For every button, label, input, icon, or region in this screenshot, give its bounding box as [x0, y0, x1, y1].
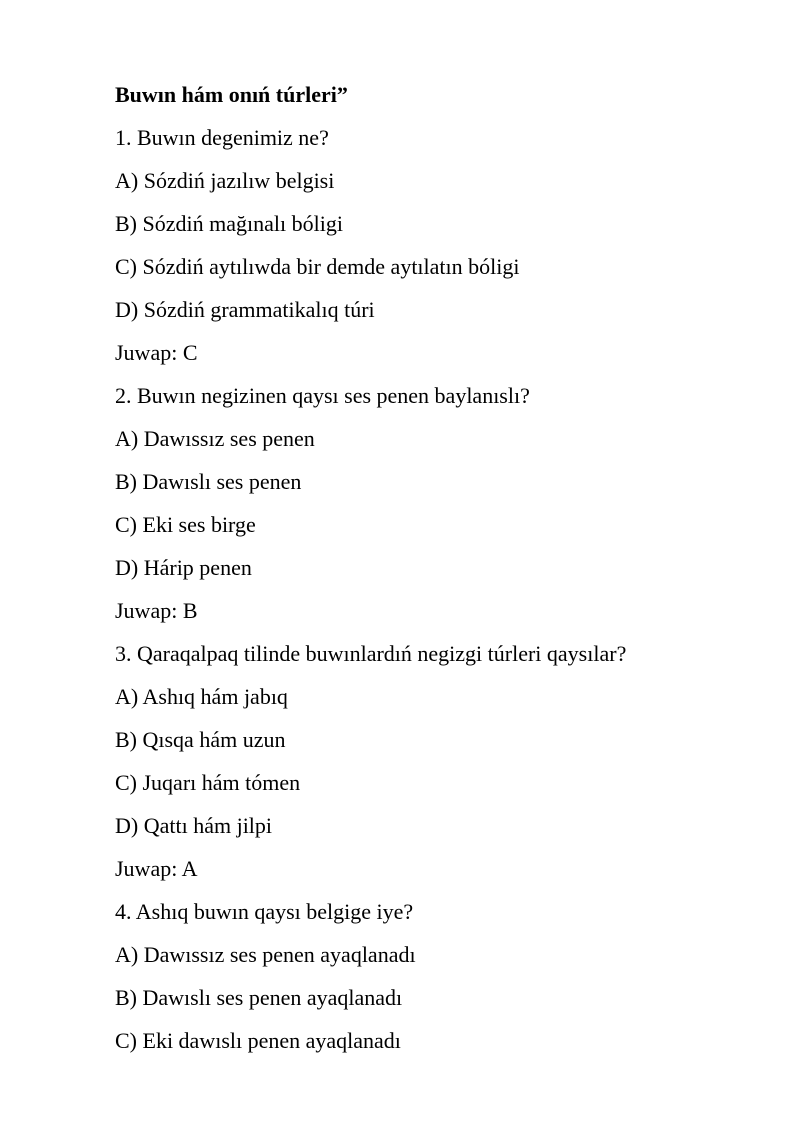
answer-option: A) Sózdiń jazılıw belgisi: [115, 168, 335, 193]
question-text: 3. Qaraqalpaq tilinde buwınlardıń negizgi túrleri qaysılar?: [115, 641, 627, 666]
answer-option: C) Eki dawıslı penen ayaqlanadı: [115, 1028, 401, 1053]
question-block-2: [115, 374, 755, 632]
question-block-1: [115, 116, 755, 374]
question-text: 4. Ashıq buwın qaysı belgige iye?: [115, 899, 414, 924]
answer-option: B) Dawıslı ses penen ayaqlanadı: [115, 985, 403, 1010]
correct-answer: Juwap: B: [115, 598, 198, 623]
answer-option: D) Sózdiń grammatikalıq túri: [115, 297, 375, 322]
answer-option: B) Dawıslı ses penen: [115, 469, 302, 494]
correct-answer: Juwap: A: [115, 856, 198, 881]
answer-option: C) Eki ses birge: [115, 512, 256, 537]
answer-option: B) Qısqa hám uzun: [115, 727, 286, 752]
answer-option: C) Juqarı hám tómen: [115, 770, 301, 795]
question-block-3: [115, 632, 755, 890]
document-page: [115, 73, 755, 1062]
answer-option: A) Ashıq hám jabıq: [115, 684, 288, 709]
question-text: 1. Buwın degenimiz ne?: [115, 125, 329, 150]
correct-answer: Juwap: C: [115, 340, 198, 365]
answer-option: B) Sózdiń mağınalı bóligi: [115, 211, 343, 236]
answer-option: C) Sózdiń aytılıwda bir demde aytılatın bóligi: [115, 254, 520, 279]
answer-option: A) Dawıssız ses penen ayaqlanadı: [115, 942, 416, 967]
question-text: 2. Buwın negizinen qaysı ses penen baylanıslı?: [115, 383, 530, 408]
document-title: Buwın hám onıń túrleri”: [115, 82, 348, 107]
answer-option: D) Qattı hám jilpi: [115, 813, 273, 838]
answer-option: A) Dawıssız ses penen: [115, 426, 315, 451]
question-block-4: [115, 890, 755, 1062]
answer-option: D) Hárip penen: [115, 555, 252, 580]
